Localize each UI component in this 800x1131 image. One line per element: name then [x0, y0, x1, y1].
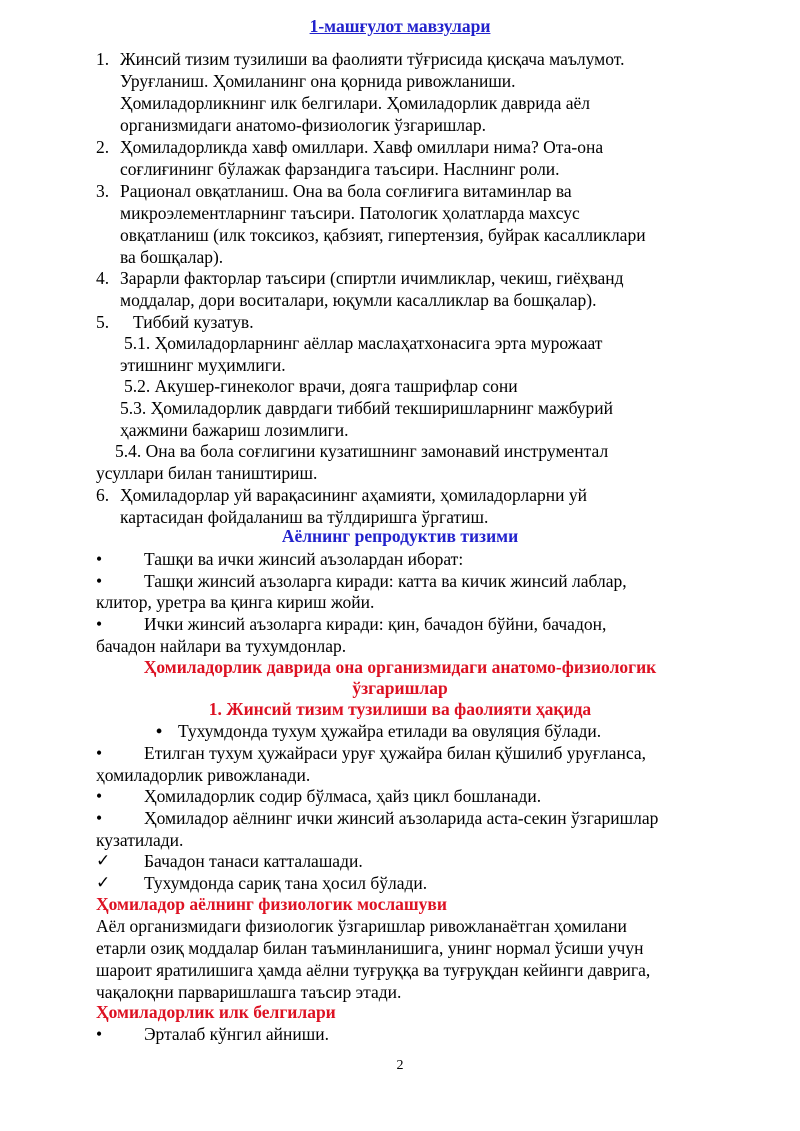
- topic-line: Зарарли факторлар таъсири (спиртли ичимликлар, чекиш, гиёҳванд: [120, 268, 624, 288]
- section-heading: Аёлнинг репродуктив тизими: [281, 526, 519, 546]
- page-heading: 1-машғулот мавзулари: [309, 16, 491, 36]
- check-item-text: Тухумдонда сариқ тана ҳосил бўлади.: [144, 873, 428, 893]
- topic-line: Уруғланиш. Ҳомиланинг она қорнида ривожланиши.: [120, 71, 516, 91]
- subtopic-line: ҳажмини бажариш лозимлиги.: [120, 420, 349, 440]
- topic-line: микроэлементларнинг таъсири. Патологик ҳолатларда махсус: [120, 203, 580, 223]
- paragraph-line: чақалоқни парваришлашга таъсир этади.: [96, 982, 402, 1002]
- topic-line: Ҳомиладорлар уй варақасининг аҳамияти, ҳомиладорларни уй: [120, 485, 587, 505]
- topic-line: ва бошқалар).: [120, 247, 224, 267]
- topic-number: 3.: [96, 181, 110, 201]
- paragraph-line: Аёл организмидаги физиологик ўзгаришлар ривожланаётган ҳомилани: [96, 916, 627, 936]
- bullet-text: Тухумдонда тухум ҳужайра етилади ва овуляция бўлади.: [178, 721, 602, 741]
- subtopic-line: 5.3. Ҳомиладорлик даврдаги тиббий текширишларнинг мажбурий: [120, 398, 614, 418]
- bullet-text: Ташқи жинсий аъзоларга киради: катта ва кичик жинсий лаблар,: [144, 571, 627, 591]
- bullet-text: кузатилади.: [96, 830, 184, 850]
- section-heading: Ҳомиладорлик даврида она организмидаги анатомо-физиологик: [143, 657, 657, 677]
- subtopic-line: 5.4. Она ва бола соғлигини кузатишнинг замонавий инструментал: [115, 441, 609, 461]
- topic-line: соғлиғининг бўлажак фарзандига таъсири. Наслнинг роли.: [120, 159, 560, 179]
- section-heading: Ҳомиладорлик илк белгилари: [96, 1002, 336, 1022]
- topic-number: 6.: [96, 485, 110, 505]
- bullet-icon: •: [96, 808, 103, 828]
- topic-number: 1.: [96, 49, 110, 69]
- bullet-text: бачадон найлари ва тухумдонлар.: [96, 636, 347, 656]
- bullet-text: Эрталаб кўнгил айниши.: [144, 1024, 329, 1044]
- topic-number: 2.: [96, 137, 110, 157]
- page-number: 2: [396, 1058, 404, 1073]
- bullet-text: Ҳомиладорлик содир бўлмаса, ҳайз цикл бошланади.: [144, 786, 542, 806]
- topic-line: Ҳомиладорликда хавф омиллари. Хавф омиллари нима? Ота-она: [120, 137, 604, 157]
- bullet-icon: •: [96, 549, 103, 569]
- checkmark-icon: ✓: [96, 873, 111, 893]
- subtopic-line: 5.1. Ҳомиладорларнинг аёллар маслаҳатхонасига эрта мурожаат: [124, 333, 603, 353]
- bullet-text: Ташқи ва ички жинсий аъзолардан иборат:: [144, 549, 464, 569]
- topic-line: Ҳомиладорликнинг илк белгилари. Ҳомиладорлик даврида аёл: [120, 93, 590, 113]
- check-item-text: Бачадон танаси катталашади.: [144, 851, 363, 871]
- bullet-icon: •: [96, 743, 103, 763]
- topic-number: 5.: [96, 312, 110, 332]
- topic-line: Жинсий тизим тузилиши ва фаолияти тўғрисида қисқача маълумот.: [120, 49, 625, 69]
- bullet-icon: •: [96, 614, 103, 634]
- subtopic-line: этишнинг муҳимлиги.: [120, 355, 286, 375]
- topic-line: Тиббий кузатув.: [133, 312, 254, 332]
- bullet-icon: •: [96, 786, 103, 806]
- bullet-text: Ҳомиладор аёлнинг ички жинсий аъзоларида аста-секин ўзгаришлар: [144, 808, 659, 828]
- paragraph-line: етарли озиқ моддалар билан таъминланишига, унинг нормал ўсиши учун: [96, 938, 644, 958]
- checkmark-icon: ✓: [96, 851, 111, 871]
- topic-line: моддалар, дори воситалари, юқумли касалликлар ва бошқалар).: [120, 290, 597, 310]
- bullet-icon: •: [96, 571, 103, 591]
- section-heading: Ҳомиладор аёлнинг физиологик мослашуви: [96, 894, 447, 914]
- topic-line: Рационал овқатланиш. Она ва бола соғлиғига витаминлар ва: [120, 181, 572, 201]
- section-subheading: 1. Жинсий тизим тузилиши ва фаолияти ҳақида: [208, 699, 592, 719]
- topic-line: овқатланиш (илк токсикоз, қабзият, гипертензия, буйрак касалликлари: [120, 225, 646, 245]
- bullet-icon: •: [96, 1024, 103, 1044]
- topic-number: 4.: [96, 268, 110, 288]
- topic-line: картасидан фойдаланиш ва тўлдиришга ўргатиш.: [120, 507, 489, 527]
- bullet-icon: •: [156, 721, 163, 741]
- subtopic-line: усуллари билан таништириш.: [96, 463, 318, 483]
- bullet-text: Етилган тухум ҳужайраси уруғ ҳужайра билан қўшилиб уруғланса,: [144, 743, 646, 763]
- bullet-text: Ички жинсий аъзоларга киради: қин, бачадон бўйни, бачадон,: [144, 614, 607, 634]
- paragraph-line: шароит яратилишига ҳамда аёлни туғруққа ва туғруқдан кейинги даврига,: [96, 960, 651, 980]
- bullet-text: ҳомиладорлик ривожланади.: [96, 765, 311, 785]
- bullet-text: клитор, уретра ва қинга кириш жойи.: [96, 592, 375, 612]
- topic-line: организмидаги анатомо-физиологик ўзгаришлар.: [120, 115, 487, 135]
- section-heading: ўзгаришлар: [352, 678, 448, 698]
- subtopic-line: 5.2. Акушер-гинеколог врачи, дояга ташрифлар сони: [124, 376, 518, 396]
